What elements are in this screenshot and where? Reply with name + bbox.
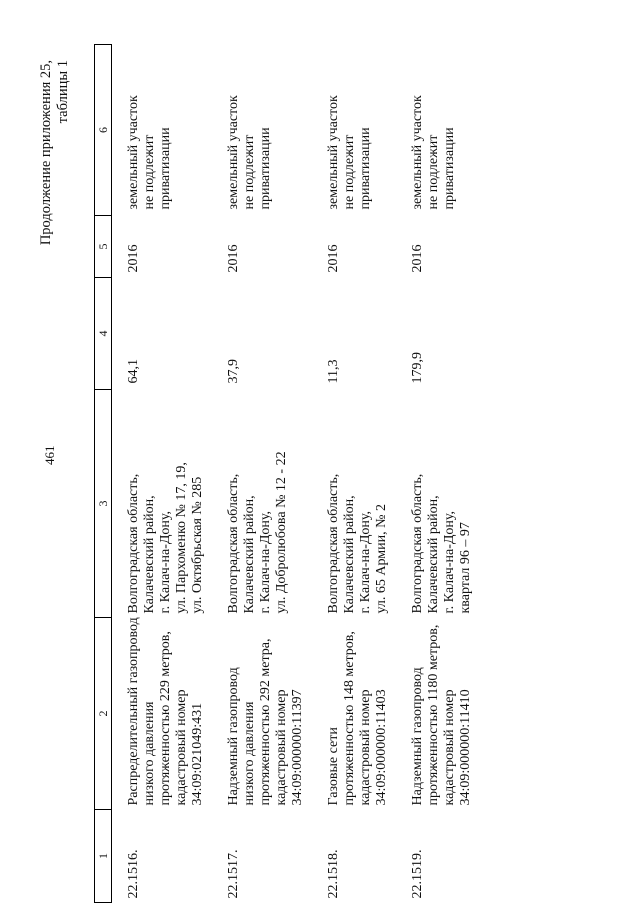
object-name-line: кадастровый номер — [442, 689, 457, 806]
row-number: 22.1517. — [226, 849, 241, 899]
object-name-line: Надземный газопровод — [410, 667, 425, 806]
object-name-cell — [410, 618, 494, 810]
object-year-cell — [112, 216, 227, 278]
object-length-cell — [410, 278, 494, 390]
column-header: 6 — [95, 45, 112, 216]
object-address-line: Калачевский район, — [142, 495, 157, 614]
object-year: 2016 — [126, 244, 141, 273]
object-year: 2016 — [326, 244, 341, 273]
object-name-line: низкого давления — [242, 701, 257, 806]
object-address-line: ул. Пархоменко № 17, 19, — [174, 462, 189, 614]
object-note-line: не подлежит — [342, 134, 357, 210]
object-name-line: протяженностью 292 метра, — [258, 638, 273, 806]
object-year-cell — [326, 216, 410, 278]
object-address-line: г. Калач-на-Дону, — [358, 510, 373, 614]
object-year: 2016 — [410, 244, 425, 273]
object-name-line: протяженностью 148 метров, — [342, 631, 357, 806]
column-header: 1 — [95, 810, 112, 903]
continuation-line: Продолжение приложения 25, — [38, 60, 54, 246]
object-name-line: Надземный газопровод — [226, 667, 241, 806]
object-name-line: протяженностью 229 метров, — [158, 631, 173, 806]
object-address-line: Калачевский район, — [342, 495, 357, 614]
object-note-line: не подлежит — [242, 134, 257, 210]
object-name-line: кадастровый номер — [274, 689, 289, 806]
row-number-cell — [410, 810, 494, 903]
row-number-cell — [226, 810, 326, 903]
object-note-cell — [226, 45, 326, 216]
object-note-line: не подлежит — [426, 134, 441, 210]
object-length-cell — [112, 278, 227, 390]
object-name-line: 34:09:021049:431 — [190, 702, 205, 806]
column-header: 4 — [95, 278, 112, 390]
object-note-line: земельный участок — [126, 95, 141, 210]
object-address-line: Калачевский район, — [426, 495, 441, 614]
object-address-line: Волгоградская область, — [126, 473, 141, 614]
object-address-line: ул. Добролюбова № 12 - 22 — [274, 451, 289, 614]
object-address-line: ул. 65 Армии, № 2 — [374, 504, 389, 614]
object-name-line: 34:09:000000:11410 — [458, 689, 473, 806]
object-address-line: Волгоградская область, — [226, 473, 241, 614]
object-note-line: земельный участок — [410, 95, 425, 210]
object-length: 11,3 — [326, 359, 341, 384]
object-note-line: приватизации — [442, 127, 457, 210]
row-number: 22.1519. — [410, 849, 425, 899]
object-name-line: Распределительный газопровод — [126, 617, 141, 806]
object-address-cell — [226, 390, 326, 618]
object-name-line: протяженностью 1180 метров, — [426, 624, 441, 806]
object-address-line: квартал 96 – 97 — [458, 522, 473, 614]
object-address-line: Калачевский район, — [242, 495, 257, 614]
continuation-line: таблицы 1 — [55, 60, 71, 124]
object-address-cell — [112, 390, 227, 618]
object-name-line: 34:09:000000:11397 — [290, 689, 305, 806]
object-note-line: приватизации — [258, 127, 273, 210]
column-header: 5 — [95, 216, 112, 278]
object-year: 2016 — [226, 244, 241, 273]
object-name-line: 34:09:000000:11403 — [374, 689, 389, 806]
object-name-line: низкого давления — [142, 701, 157, 806]
object-note-cell — [326, 45, 410, 216]
header-row — [95, 45, 112, 903]
column-header: 3 — [95, 390, 112, 618]
row-number-cell — [326, 810, 410, 903]
object-name-line: Газовые сети — [326, 727, 341, 806]
object-address-line: Волгоградская область, — [326, 473, 341, 614]
object-note-cell — [112, 45, 227, 216]
object-address-cell — [410, 390, 494, 618]
object-length-cell — [326, 278, 410, 390]
object-note-line: приватизации — [158, 127, 173, 210]
object-note-line: приватизации — [358, 127, 373, 210]
continuation-note — [38, 60, 72, 245]
object-address-line: г. Калач-на-Дону, — [158, 510, 173, 614]
object-length-cell — [226, 278, 326, 390]
object-length: 179,9 — [410, 352, 425, 384]
table-row — [226, 45, 326, 903]
row-number-cell — [112, 810, 227, 903]
object-note-line: не подлежит — [142, 134, 157, 210]
object-address-line: г. Калач-на-Дону, — [258, 510, 273, 614]
object-note-line: земельный участок — [226, 95, 241, 210]
table-row — [410, 45, 494, 903]
object-note-cell — [410, 45, 494, 216]
row-number: 22.1518. — [326, 849, 341, 899]
object-length: 64,1 — [126, 359, 141, 384]
row-number: 22.1516. — [126, 849, 141, 899]
object-name-cell — [226, 618, 326, 810]
object-address-line: г. Калач-на-Дону, — [442, 510, 457, 614]
object-name-cell — [112, 618, 227, 810]
object-address-line: ул. Октябрьская № 285 — [190, 476, 205, 614]
table-row — [112, 45, 227, 903]
page-number: 461 — [42, 445, 57, 465]
object-name-cell — [326, 618, 410, 810]
property-table — [94, 44, 494, 903]
object-name-line: кадастровый номер — [174, 689, 189, 806]
object-year-cell — [410, 216, 494, 278]
object-name-line: кадастровый номер — [358, 689, 373, 806]
object-note-line: земельный участок — [326, 95, 341, 210]
object-year-cell — [226, 216, 326, 278]
object-address-line: Волгоградская область, — [410, 473, 425, 614]
table-row — [326, 45, 410, 903]
object-length: 37,9 — [226, 359, 241, 384]
column-header: 2 — [95, 618, 112, 810]
object-address-cell — [326, 390, 410, 618]
